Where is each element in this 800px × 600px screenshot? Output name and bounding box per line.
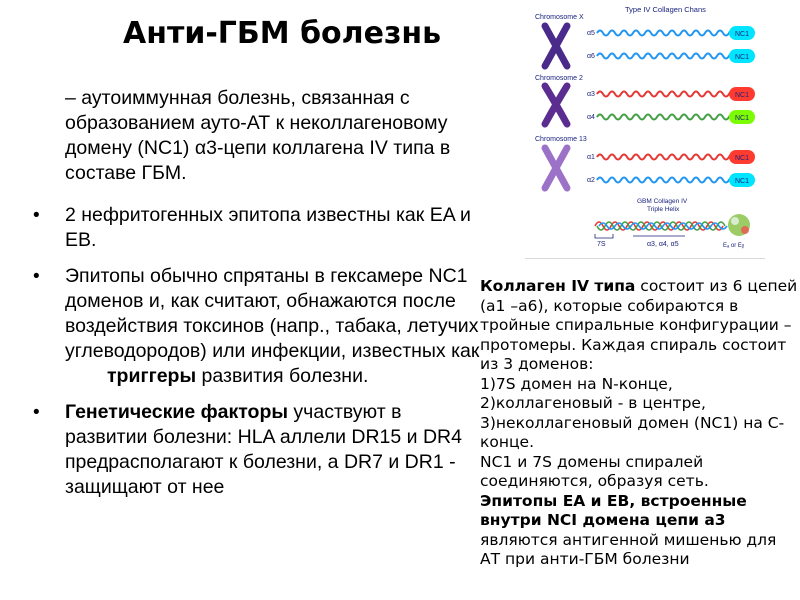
domain-3: 3)неколлагеновый домен (NC1) на С-конце.: [480, 413, 785, 451]
seven-s-bracket: [595, 234, 613, 238]
figure-header: Type IV Collagen Chans: [625, 5, 706, 14]
alpha2-label: α2: [587, 177, 595, 184]
bullet-list: [33, 203, 483, 511]
nc1-label-alpha3: NC1: [734, 92, 750, 99]
intro-text: – аутоиммунная болезнь, связанная с образованием ауто-АТ к неколлагеновому домену (NC1) α3-цепи коллагена IV типа в составе ГБМ.: [65, 87, 451, 184]
nc1-label-alpha5: NC1: [734, 31, 750, 38]
alpha4-label: α4: [587, 114, 595, 121]
chain-alpha4: [597, 115, 741, 120]
chain-alpha3: [597, 92, 741, 97]
chromosome-2-icon: [545, 86, 567, 124]
slide-title: Анти-ГБМ болезнь: [123, 16, 442, 51]
alpha6-label: α6: [587, 53, 595, 60]
collagen-chains-figure: [525, 0, 765, 259]
nc1-label-alpha2: NC1: [734, 178, 750, 185]
chain-alpha2: [597, 178, 741, 183]
ea-eb-label: Eₐ or Eᵦ: [723, 243, 745, 249]
collagen-description: Коллаген IV типа состоит из 6 цепей (a1 –a6), которые собираются в тройные спиральные конфигурации – протомеры. Каждая спираль состоит из 3 доменов: 1)7S домен на N-конце, 2)коллагеновый - в центре, 3)неколлагеновый домен (NC1) на С-конце. NC1 и 7S домены спиралей соединяются, образуя сеть. Эпитопы EA и EB, встроенные внутри NCI домена цепи а3 являются антигенной мишенью для АТ при анти-ГБМ болезни: [480, 277, 798, 568]
bullet-genetics: • Генетические факторы участвуют в развитии болезни: HLA аллели DR15 и DR4 предрасполагают к болезни, а DR7 и DR1 - защищают от нее: [33, 400, 483, 500]
chains-label: α3, α4, α5: [647, 241, 679, 248]
chain-alpha1: [597, 155, 741, 160]
alpha3-label: α3: [587, 91, 595, 98]
domain-1: 1)7S домен на N-конце,: [480, 374, 673, 393]
chromosome-13-icon: [545, 148, 567, 188]
nc1-label-alpha4: NC1: [734, 115, 750, 122]
chain-alpha6: [597, 54, 741, 59]
nc1-label-alpha1: NC1: [734, 155, 750, 162]
alpha5-label: α5: [587, 30, 595, 37]
triple-helix-subtitle: Triple Helix: [647, 206, 680, 213]
chromosome-2-label: Chromosome 2: [535, 75, 583, 82]
chain-alpha5: [597, 31, 741, 36]
alpha1-label: α1: [587, 154, 595, 161]
triple-helix-icon: [595, 222, 727, 230]
seven-s-label: 7S: [597, 241, 606, 248]
bullet-triggers: • Эпитопы обычно спрятаны в гексамере NC1 доменов и, как считают, обнажаются после воздействия токсинов (напр., табака, летучих углеводородов) или инфекции, известных кактриггеры развития болезни.: [33, 264, 483, 389]
triple-helix-title: GBM Collagen IV: [637, 198, 688, 205]
triggers-bold: триггеры: [107, 365, 197, 387]
domain-2: 2)коллагеновый - в центре,: [480, 394, 706, 412]
chromosome-x-icon: [545, 26, 567, 66]
chromosome-x-label: Chromosome X: [535, 14, 584, 21]
nc1-label-alpha6: NC1: [734, 54, 750, 61]
chromosome-13-label: Chromosome 13: [535, 136, 587, 143]
bullet-epitopes: • 2 нефритогенных эпитопа известны как EA и EB.: [33, 203, 483, 253]
